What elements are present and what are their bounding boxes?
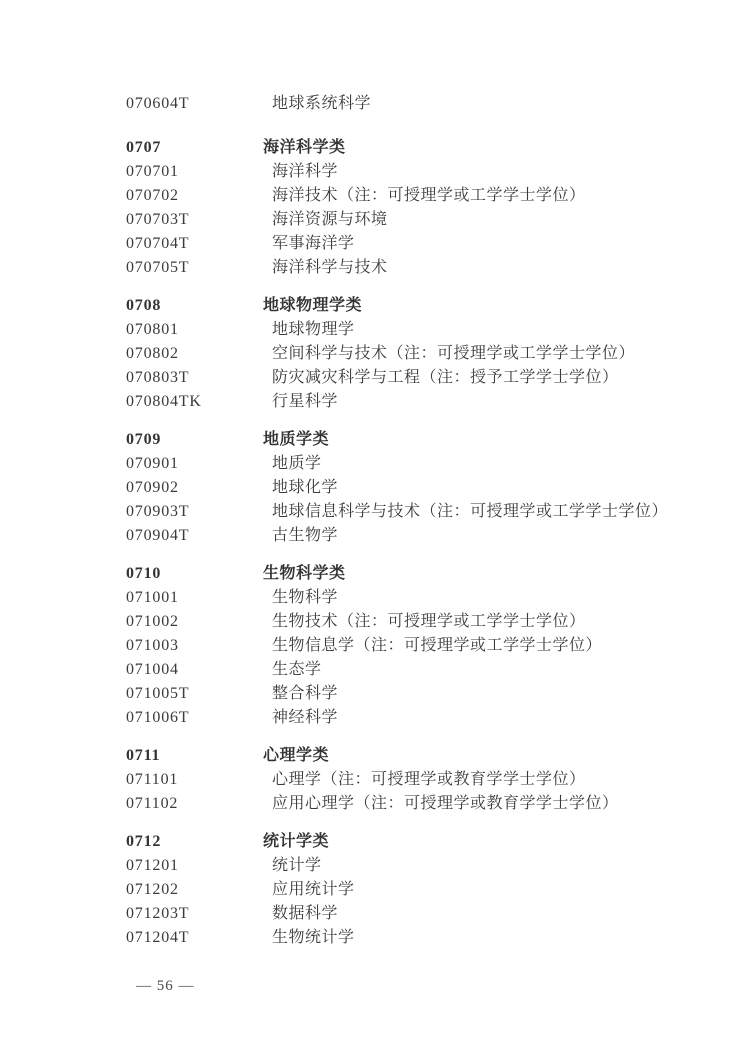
section-code: 0709 <box>126 431 162 448</box>
major-code: 070703T <box>126 211 190 228</box>
major-name: 空间科学与技术（注：可授理学或工学学士学位） <box>272 345 636 362</box>
major-row <box>0 706 750 730</box>
section-name: 统计学类 <box>263 833 330 850</box>
major-row <box>0 524 750 548</box>
major-name: 整合科学 <box>272 685 339 702</box>
major-code: 070704T <box>126 235 190 252</box>
major-code: 070701 <box>126 163 179 180</box>
major-row <box>0 610 750 634</box>
major-row <box>0 878 750 902</box>
major-row <box>0 658 750 682</box>
section-0709 <box>0 428 750 548</box>
major-row <box>0 232 750 256</box>
major-code: 070802 <box>126 345 179 362</box>
major-name: 生物统计学 <box>272 929 355 946</box>
major-row <box>0 634 750 658</box>
major-name: 行星科学 <box>272 393 339 410</box>
major-name: 应用心理学（注：可授理学或教育学学士学位） <box>272 795 619 812</box>
section-name: 海洋科学类 <box>263 139 346 156</box>
major-row <box>0 926 750 950</box>
major-row <box>0 184 750 208</box>
major-code: 070604T <box>126 95 190 112</box>
major-code: 071202 <box>126 881 179 898</box>
major-code: 071102 <box>126 795 179 812</box>
major-code: 070904T <box>126 527 190 544</box>
major-name: 海洋技术（注：可授理学或工学学士学位） <box>272 187 586 204</box>
major-row <box>0 92 750 116</box>
major-name: 海洋科学与技术 <box>272 259 388 276</box>
major-row <box>0 854 750 878</box>
major-row <box>0 318 750 342</box>
section-name: 生物科学类 <box>263 565 346 582</box>
major-code: 070901 <box>126 455 179 472</box>
major-code: 070801 <box>126 321 179 338</box>
section-header-row <box>0 744 750 768</box>
section-header-row <box>0 428 750 452</box>
major-row <box>0 256 750 280</box>
major-code: 071101 <box>126 771 179 788</box>
section-header-row <box>0 830 750 854</box>
major-name: 神经科学 <box>272 709 339 726</box>
major-name: 生物技术（注：可授理学或工学学士学位） <box>272 613 586 630</box>
major-name: 古生物学 <box>272 527 339 544</box>
major-code: 071203T <box>126 905 190 922</box>
major-row <box>0 586 750 610</box>
major-name: 海洋资源与环境 <box>272 211 388 228</box>
major-name: 地球化学 <box>272 479 339 496</box>
major-name: 地球物理学 <box>272 321 355 338</box>
major-name: 生物信息学（注：可授理学或工学学士学位） <box>272 637 603 654</box>
major-row <box>0 768 750 792</box>
major-code: 070902 <box>126 479 179 496</box>
major-code: 070803T <box>126 369 190 386</box>
section-name: 地质学类 <box>263 431 330 448</box>
major-code: 070804TK <box>126 393 202 410</box>
major-code: 070903T <box>126 503 190 520</box>
major-code: 071001 <box>126 589 179 606</box>
section-code: 0707 <box>126 139 162 156</box>
major-code: 070702 <box>126 187 179 204</box>
page-number-footer: — 56 — <box>136 978 195 994</box>
major-row <box>0 476 750 500</box>
major-name: 数据科学 <box>272 905 339 922</box>
major-code: 070705T <box>126 259 190 276</box>
section-name: 心理学类 <box>263 747 330 764</box>
section-0708 <box>0 294 750 414</box>
section-0707 <box>0 136 750 280</box>
section-header-row <box>0 294 750 318</box>
major-name: 统计学 <box>272 857 322 874</box>
section-header-row <box>0 562 750 586</box>
major-code: 071005T <box>126 685 190 702</box>
major-code: 071004 <box>126 661 179 678</box>
major-row <box>0 902 750 926</box>
leading-rows <box>0 92 750 116</box>
major-row <box>0 342 750 366</box>
major-code: 071204T <box>126 929 190 946</box>
major-row <box>0 390 750 414</box>
major-name: 军事海洋学 <box>272 235 355 252</box>
section-name: 地球物理学类 <box>263 297 363 314</box>
major-name: 地质学 <box>272 455 322 472</box>
major-name: 应用统计学 <box>272 881 355 898</box>
major-row <box>0 452 750 476</box>
major-name: 生物科学 <box>272 589 339 606</box>
major-row <box>0 208 750 232</box>
major-name: 地球信息科学与技术（注：可授理学或工学学士学位） <box>272 503 669 520</box>
major-row <box>0 160 750 184</box>
major-row <box>0 500 750 524</box>
section-0711 <box>0 744 750 816</box>
major-row <box>0 792 750 816</box>
major-row <box>0 366 750 390</box>
major-code: 071006T <box>126 709 190 726</box>
major-code: 071003 <box>126 637 179 654</box>
major-code: 071201 <box>126 857 179 874</box>
section-code: 0710 <box>126 565 162 582</box>
section-code: 0711 <box>126 747 161 764</box>
section-code: 0712 <box>126 833 162 850</box>
major-row <box>0 682 750 706</box>
section-0710 <box>0 562 750 730</box>
major-name: 心理学（注：可授理学或教育学学士学位） <box>272 771 586 788</box>
major-name: 地球系统科学 <box>272 95 372 112</box>
section-header-row <box>0 136 750 160</box>
section-0712 <box>0 830 750 950</box>
major-name: 防灾减灾科学与工程（注：授予工学学士学位） <box>272 369 619 386</box>
major-name: 生态学 <box>272 661 322 678</box>
major-code: 071002 <box>126 613 179 630</box>
section-code: 0708 <box>126 297 162 314</box>
major-name: 海洋科学 <box>272 163 339 180</box>
